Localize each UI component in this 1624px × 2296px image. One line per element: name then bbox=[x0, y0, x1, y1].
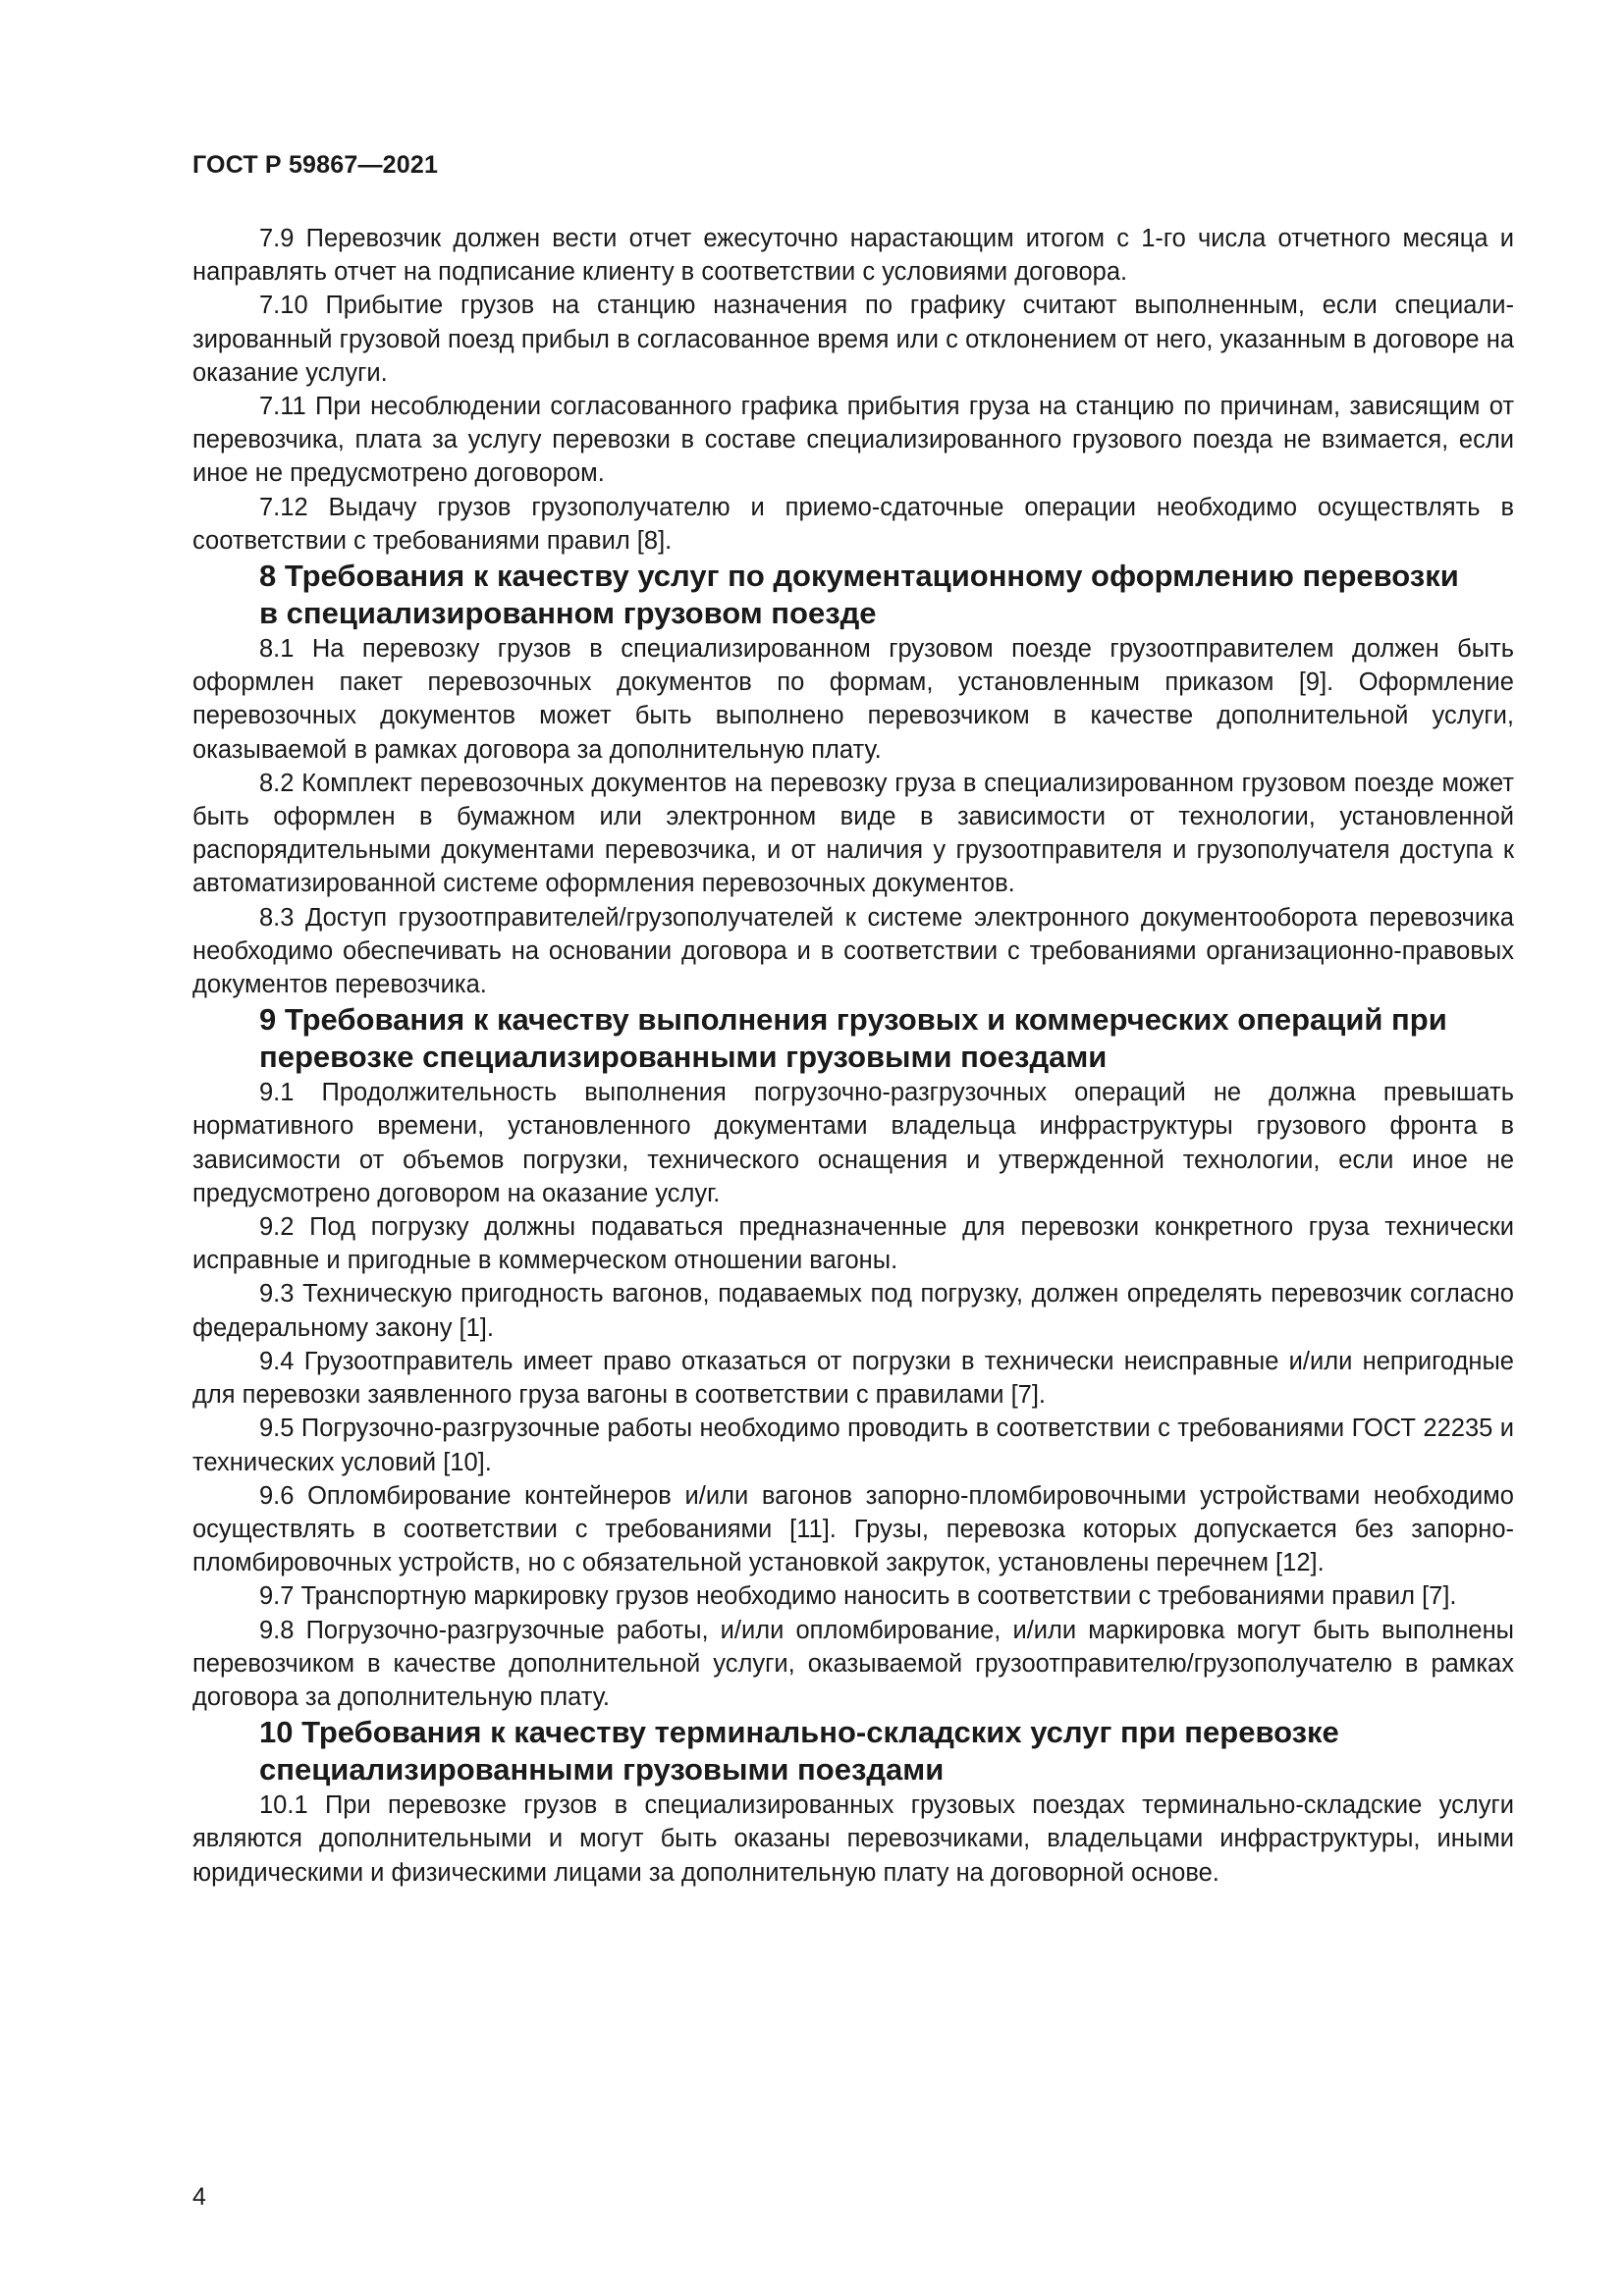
paragraph-8-2: 8.2 Комплект перевозочных документов на перевозку груза в специализированном грузовом поезде может быть оформлен в бумажном или электронном виде в зависимости от технологии, установленной распорядительными документами перевозчика, и от наличия у грузоотправителя и грузополучателя доступа к автоматизированной системе оформления перевозочных документов. bbox=[192, 769, 1514, 898]
paragraph-8-3: 8.3 Доступ грузоотправителей/грузополучателей к системе электронного документооборота перевозчика необходимо обеспечивать на основании договора и в соответствии с требованиями организационно-правовых документов перевозчика. bbox=[192, 903, 1514, 999]
paragraph-9-5: 9.5 Погрузочно-разгрузочные работы необходимо проводить в соответствии с требованиями ГОСТ 22235 и технических условий [10]. bbox=[192, 1415, 1514, 1476]
paragraph-9-3: 9.3 Техническую пригодность вагонов, подаваемых под погрузку, должен определять перевозчик согласно федеральному закону [1]. bbox=[192, 1280, 1514, 1342]
section-10-title: 10 Требования к качеству терминально-складских услуг при перевозке специализированными грузовыми поездами bbox=[259, 1715, 1339, 1788]
section-7-continuation bbox=[192, 222, 1514, 558]
paragraph-9-4: 9.4 Грузоотправитель имеет право отказаться от погрузки в технически неисправные и/или непригодные для перевозки заявленного груза вагоны в соответствии с правилами [7]. bbox=[192, 1347, 1514, 1410]
paragraph-7-11: 7.11 При несоблюдении согласованного графика прибытия груза на станцию по причинам, зависящим от перевозчика, плата за услугу перевозки в составе специализированного грузового поезда не взимается, если иное не предусмотрено договором. bbox=[192, 393, 1514, 488]
section-9-title: 9 Требования к качеству выполнения грузовых и коммерческих операций при перевозке специализированными грузовыми поездами bbox=[259, 1002, 1447, 1075]
section-8 bbox=[192, 558, 1514, 1001]
document-body bbox=[192, 222, 1514, 1890]
paragraph-8-1: 8.1 На перевозку грузов в специализированном грузовом поезде грузоотправителем должен быть оформлен пакет перевозочных документов по формам, установленным приказом [9]. Оформление перевозочных документов может быть выполнено перевозчиком в качестве дополнительной услуги, оказываемой в рамках договора за дополнительную плату. bbox=[192, 635, 1514, 764]
section-8-title: 8 Требования к качеству услуг по документационному оформлению перевозки в специализированном грузовом поезде bbox=[259, 559, 1459, 631]
paragraph-10-1: 10.1 При перевозке грузов в специализированных грузовых поездах терминально-складские услуги являются дополнительными и могут быть оказаны перевозчиками, владельцами инфраструктуры, иными юридическими и физическими лицами за дополнительную плату на договорной основе. bbox=[192, 1791, 1514, 1887]
paragraph-7-12: 7.12 Выдачу грузов грузополучателю и приемо-сдаточные операции необходимо осуществлять в соответствии с требованиями правил [8]. bbox=[192, 493, 1514, 555]
paragraph-9-8: 9.8 Погрузочно-разгрузочные работы, и/или опломбирование, и/или маркировка могут быть выполнены перевозчиком в качестве дополнительной услуги, оказываемой грузоотправителю/грузополучателю в рамках договора за дополнительную плату. bbox=[192, 1616, 1514, 1711]
page-number: 4 bbox=[192, 2183, 206, 2211]
paragraph-9-7: 9.7 Транспортную маркировку грузов необходимо наносить в соответствии с требованиями правил [7]. bbox=[259, 1582, 1457, 1611]
section-9 bbox=[192, 1001, 1514, 1714]
paragraph-7-10: 7.10 Прибытие грузов на станцию назначения по графику считают выполненным, если специализированный грузовой поезд прибыл в согласованное время или с отклонением от него, указанным в договоре на оказание услуги. bbox=[192, 292, 1514, 387]
paragraph-9-6: 9.6 Опломбирование контейнеров и/или вагонов запорно-пломбировочными устройствами необходимо осуществлять в соответствии с требованиями [11]. Грузы, перевозка которых допускается без запорно-пломбировочных устройств, но с обязательной установкой закруток, установлены перечнем [12]. bbox=[192, 1481, 1514, 1577]
paragraph-7-9: 7.9 Перевозчик должен вести отчет ежесуточно нарастающим итогом с 1-го числа отчетного месяца и направлять отчет на подписание клиенту в соответствии с условиями договора. bbox=[192, 225, 1514, 287]
document-header: ГОСТ Р 59867—2021 bbox=[192, 151, 439, 179]
paragraph-9-2: 9.2 Под погрузку должны подаваться предназначенные для перевозки конкретного груза технически исправные и пригодные в коммерческом отношении вагоны. bbox=[192, 1213, 1514, 1275]
paragraph-9-1: 9.1 Продолжительность выполнения погрузочно-разгрузочных операций не должна превышать нормативного времени, установленного документами владельца инфраструктуры грузового фронта в зависимости от объемов погрузки, технического оснащения и утвержденной технологии, если иное не предусмотрено договором на оказание услуг. bbox=[192, 1079, 1514, 1207]
section-10 bbox=[192, 1714, 1514, 1890]
